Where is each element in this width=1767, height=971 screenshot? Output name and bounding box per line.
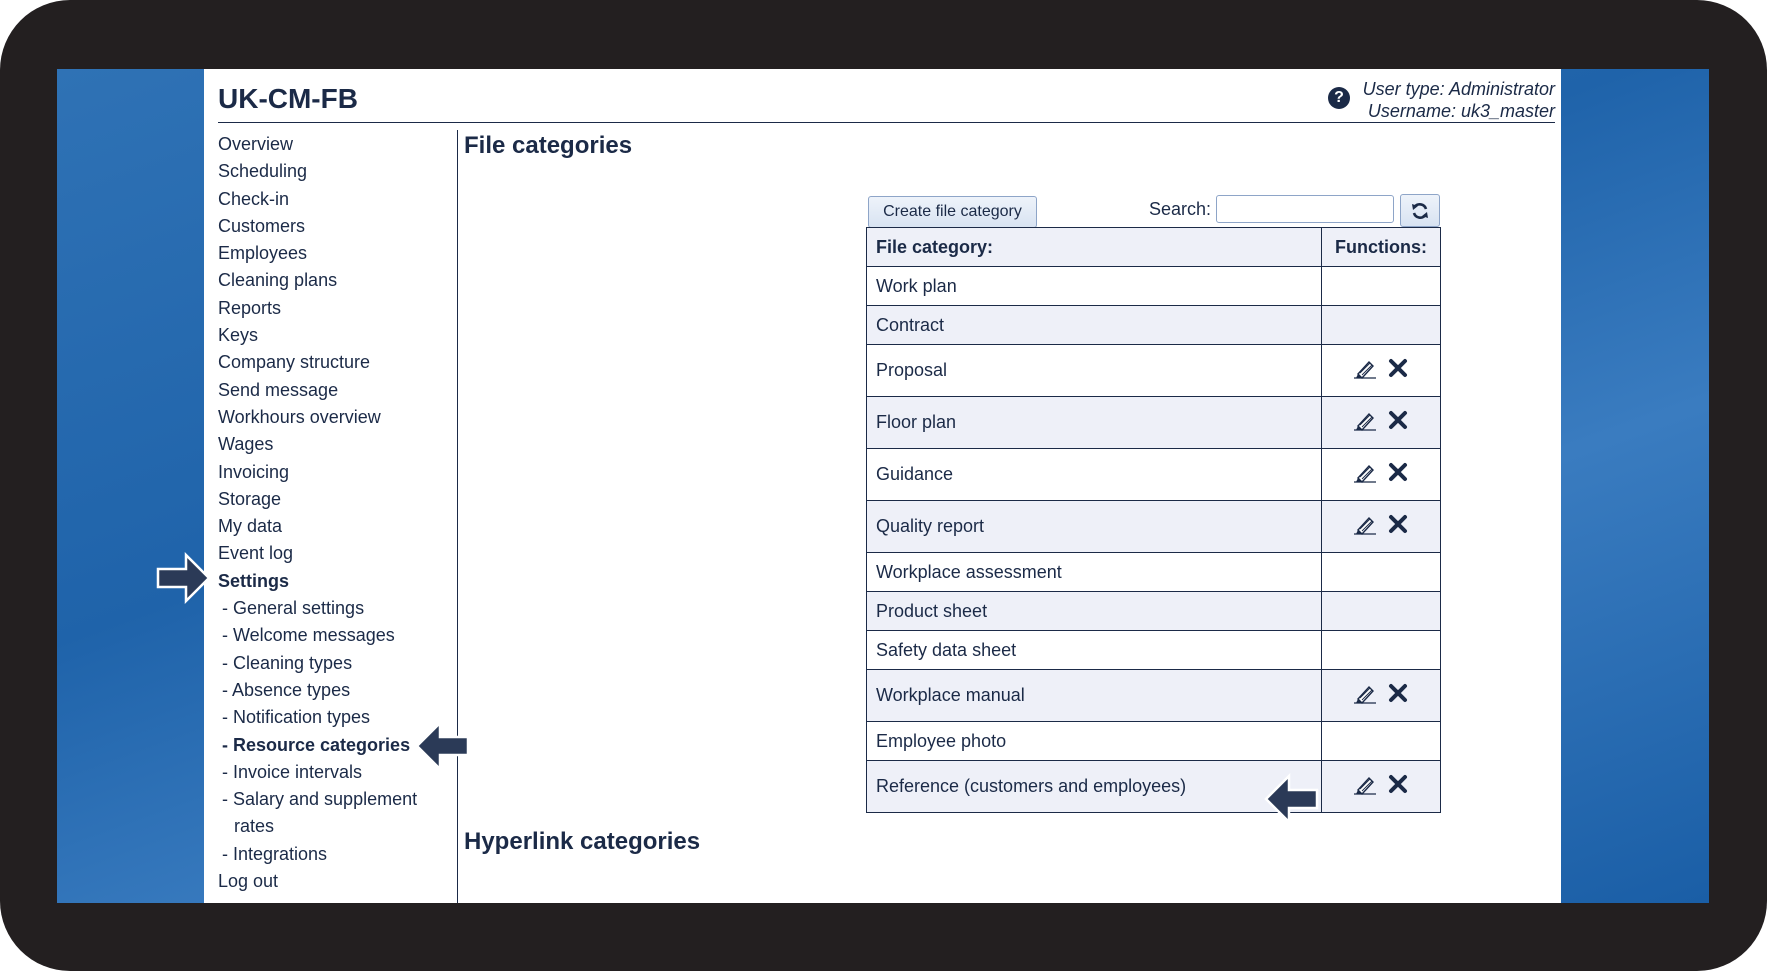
refresh-icon: [1410, 201, 1430, 221]
sidebar-item-event-log[interactable]: Event log: [218, 543, 294, 564]
functions-cell: [1322, 592, 1441, 631]
header-divider: [218, 122, 1555, 123]
file-categories-title: File categories: [464, 132, 633, 159]
file-category-name: Work plan: [867, 267, 1322, 306]
functions-cell: [1322, 722, 1441, 761]
sidebar-item-resource-categories[interactable]: - Resource categories: [222, 734, 411, 755]
sidebar-item-my-data[interactable]: My data: [218, 516, 283, 537]
sidebar-item-log-out[interactable]: Log out: [218, 871, 279, 892]
file-category-name: Workplace manual: [867, 670, 1322, 722]
sidebar-item-wages[interactable]: Wages: [218, 434, 274, 455]
arrow-annotation-icon: [156, 552, 212, 604]
table-row: [867, 592, 1441, 631]
file-category-name: Workplace assessment: [867, 553, 1322, 592]
file-category-name: Guidance: [867, 449, 1322, 501]
functions-cell: [1322, 631, 1441, 670]
sidebar-item-cleaning-plans[interactable]: Cleaning plans: [218, 270, 338, 291]
sidebar-item-welcome-messages[interactable]: - Welcome messages: [222, 625, 395, 646]
file-category-name: Safety data sheet: [867, 631, 1322, 670]
pencil-icon[interactable]: [1354, 357, 1378, 384]
sidebar-item-general-settings[interactable]: - General settings: [222, 598, 365, 619]
pencil-icon[interactable]: [1354, 461, 1378, 488]
sidebar-divider: [457, 130, 458, 903]
search-label: Search:: [1149, 199, 1212, 219]
sidebar-item-invoice-intervals[interactable]: - Invoice intervals: [222, 761, 363, 782]
functions-cell: [1322, 345, 1441, 397]
arrow-annotation-icon: [414, 720, 470, 772]
close-x-icon[interactable]: [1388, 514, 1408, 539]
sidebar-item-employees[interactable]: Employees: [218, 243, 308, 264]
sidebar-item-reports[interactable]: Reports: [218, 297, 282, 318]
hyperlink-categories-title: Hyperlink categories: [464, 828, 701, 855]
user-type-text: User type: Administrator: [1362, 79, 1555, 99]
file-category-name: Quality report: [867, 501, 1322, 553]
close-x-icon[interactable]: [1388, 774, 1408, 799]
sidebar-item-customers[interactable]: Customers: [218, 215, 306, 236]
table-row: [867, 306, 1441, 345]
refresh-button[interactable]: [1400, 194, 1440, 227]
functions-cell: [1322, 670, 1441, 722]
functions-cell: [1322, 267, 1441, 306]
close-x-icon[interactable]: [1388, 410, 1408, 435]
functions-cell: [1322, 761, 1441, 813]
column-header-file-category: File category:: [867, 228, 1322, 267]
sidebar-item-notification-types[interactable]: - Notification types: [222, 707, 371, 728]
file-category-name: Proposal: [867, 345, 1322, 397]
sidebar-item-overview[interactable]: Overview: [218, 134, 294, 154]
user-info: [1363, 78, 1555, 122]
sidebar-item-absence-types[interactable]: - Absence types: [222, 679, 351, 700]
sidebar-item-integrations[interactable]: - Integrations: [222, 843, 328, 864]
pencil-icon[interactable]: [1354, 409, 1378, 436]
table-row: [867, 670, 1441, 722]
close-x-icon[interactable]: [1388, 462, 1408, 487]
sidebar-item-rates[interactable]: rates: [234, 816, 275, 837]
file-category-name: Employee photo: [867, 722, 1322, 761]
sidebar-item-invoicing[interactable]: Invoicing: [218, 461, 290, 482]
table-row: [867, 761, 1441, 813]
app-title: UK-CM-FB: [218, 83, 358, 114]
arrow-annotation-icon: [1263, 773, 1319, 825]
sidebar-item-salary-and-supplement[interactable]: - Salary and supplement: [222, 789, 418, 810]
table-row: [867, 449, 1441, 501]
pencil-icon[interactable]: [1354, 773, 1378, 800]
help-icon[interactable]: ?: [1328, 87, 1350, 109]
close-x-icon[interactable]: [1388, 683, 1408, 708]
file-category-name: Reference (customers and employees): [867, 761, 1322, 813]
sidebar-item-cleaning-types[interactable]: - Cleaning types: [222, 652, 353, 673]
sidebar-item-check-in[interactable]: Check-in: [218, 188, 290, 209]
sidebar-item-send-message[interactable]: Send message: [218, 379, 339, 400]
file-category-name: Contract: [867, 306, 1322, 345]
table-header-row: [867, 228, 1441, 267]
table-row: [867, 631, 1441, 670]
app-page: [204, 69, 1561, 903]
table-row: [867, 722, 1441, 761]
sidebar-item-scheduling[interactable]: Scheduling: [218, 161, 308, 182]
sidebar-nav: [218, 131, 446, 895]
table-row: [867, 501, 1441, 553]
sidebar-item-storage[interactable]: Storage: [218, 488, 282, 509]
desktop-screen: [57, 69, 1709, 903]
file-category-name: Product sheet: [867, 592, 1322, 631]
table-row: [867, 397, 1441, 449]
sidebar-item-keys[interactable]: Keys: [218, 325, 259, 346]
functions-cell: [1322, 553, 1441, 592]
file-category-name: Floor plan: [867, 397, 1322, 449]
sidebar-item-company-structure[interactable]: Company structure: [218, 352, 371, 373]
table-row: [867, 553, 1441, 592]
functions-cell: [1322, 449, 1441, 501]
sidebar-item-workhours-overview[interactable]: Workhours overview: [218, 406, 381, 427]
create-file-category-button[interactable]: Create file category: [868, 196, 1037, 228]
sidebar-item-settings[interactable]: Settings: [218, 570, 290, 591]
search-input[interactable]: [1216, 195, 1394, 223]
column-header-functions: Functions:: [1322, 228, 1441, 267]
pencil-icon[interactable]: [1354, 513, 1378, 540]
functions-cell: [1322, 397, 1441, 449]
functions-cell: [1322, 501, 1441, 553]
table-row: [867, 345, 1441, 397]
close-x-icon[interactable]: [1388, 358, 1408, 383]
username-text: Username: uk3_master: [1367, 101, 1555, 121]
file-categories-table: [866, 227, 1441, 813]
functions-cell: [1322, 306, 1441, 345]
table-row: [867, 267, 1441, 306]
pencil-icon[interactable]: [1354, 682, 1378, 709]
